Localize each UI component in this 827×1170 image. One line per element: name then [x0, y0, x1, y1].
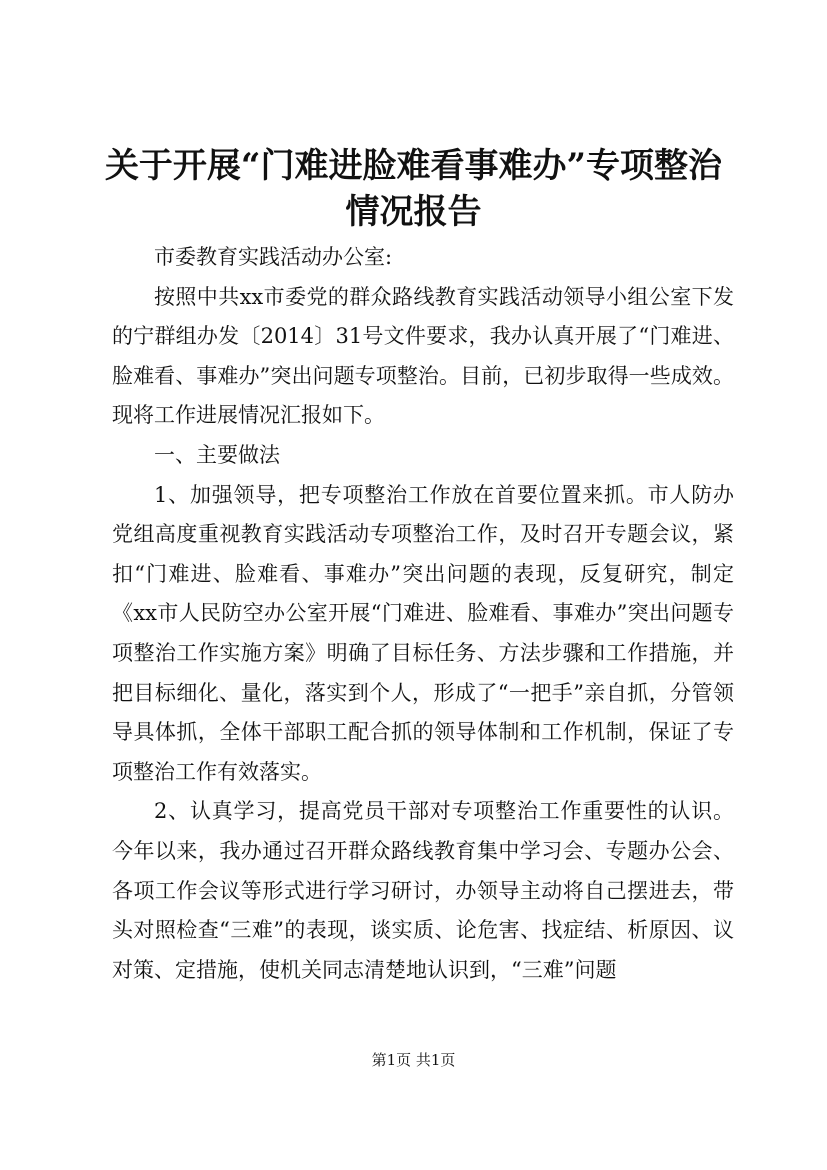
paragraph-item-1: 1、加强领导，把专项整治工作放在首要位置来抓。市人防办党组高度重视教育实践活动专项整治工作，及时召开专题会议，紧扣“门难进、脸难看、事难办”突出问题的表现，反复研究，制定《xx市人民防空办公室开展“门难进、脸难看、事难办”突出问题专项整治工作实施方案》明确了目标任务、方法步骤和工作措施，并把目标细化、量化，落实到个人，形成了“一把手”亲自抓，分管领导具体抓，全体干部职工配合抓的领导体制和工作机制，保证了专项整治工作有效落实。: [112, 482, 734, 784]
document-title: 关于开展“门难进脸难看事难办”专项整治情况报告: [104, 146, 723, 232]
salutation: 市委教育实践活动办公室:: [154, 245, 393, 269]
section-heading: 一、主要做法: [154, 442, 280, 467]
paragraph-item-2: 2、认真学习，提高党员干部对专项整治工作重要性的认识。今年以来，我办通过召开群众路线教育集中学习会、专题办公会、各项工作会议等形式进行学习研讨，办领导主动将自己摆进去，带头对照检查“三难”的表现，谈实质、论危害、找症结、析原因、议对策、定措施，使机关同志清楚地认识到，“三难”问题: [112, 799, 734, 982]
page-footer: 第1页 共1页: [371, 1051, 456, 1069]
paragraph-intro: 按照中共xx市委党的群众路线教育实践活动领导小组公室下发的宁群组办发〔2014〕31号文件要求，我办认真开展了“门难进、脸难看、事难办”突出问题专项整治。目前，已初步取得一些成效。现将工作进展情况汇报如下。: [112, 284, 734, 428]
document-body: [112, 238, 734, 990]
